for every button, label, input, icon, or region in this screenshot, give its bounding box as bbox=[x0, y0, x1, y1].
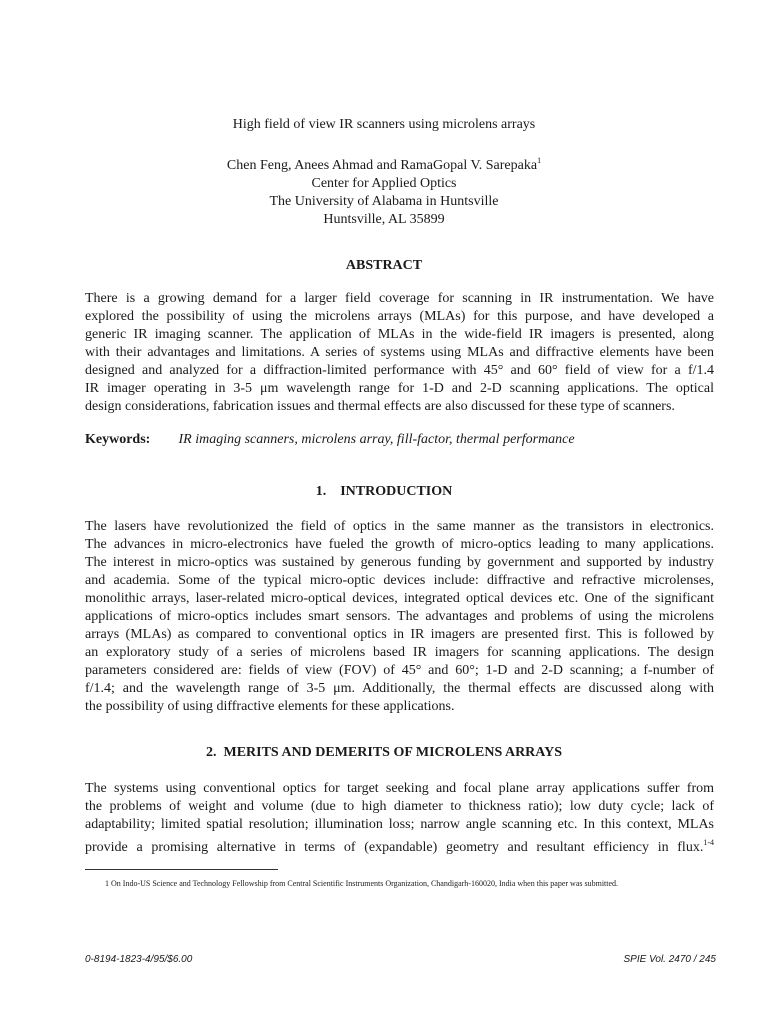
intro-line: The lasers have revolutionized the field of optics in the same manner as the transistors in electronics. bbox=[85, 519, 714, 534]
keywords-label: Keywords: bbox=[85, 432, 151, 447]
author-footnote-marker: 1 bbox=[537, 156, 542, 165]
abstract-heading: ABSTRACT bbox=[345, 258, 423, 273]
affiliation-line: Huntsville, AL 35899 bbox=[323, 212, 445, 227]
abstract-line: with their advantages and limitations. A series of systems using MLAs and diffractive elements have been bbox=[85, 345, 714, 360]
intro-line: arrays (MLAs) as compared to conventional optics in IR imagers are presented first. This is followed by bbox=[85, 627, 714, 642]
intro-line: f/1.4; and the wavelength range of 3-5 μm. Additionally, the thermal effects are discussed along with bbox=[85, 681, 714, 696]
intro-line: The advances in micro-electronics have fueled the growth of micro-optics leading to many applications. bbox=[85, 537, 714, 552]
author-names-text: Chen Feng, Anees Ahmad and RamaGopal V. Sarepaka bbox=[226, 158, 538, 173]
intro-line: The interest in micro-optics was sustained by generous funding by government and supported by industry bbox=[85, 555, 714, 570]
introduction-body bbox=[85, 518, 714, 716]
section-heading-introduction: 1. INTRODUCTION bbox=[315, 484, 453, 499]
author-names bbox=[0, 152, 768, 175]
intro-line: and academia. Some of the typical micro-optic devices include: diffractive and refractive microlenses, bbox=[85, 573, 714, 588]
abstract-body bbox=[85, 290, 714, 416]
merits-line-text: provide a promising alternative in terms of (expandable) geometry and resultant efficiency in flux. bbox=[85, 840, 704, 855]
affiliation-line: The University of Alabama in Huntsville bbox=[269, 194, 499, 209]
footnote-divider bbox=[85, 869, 278, 870]
intro-line: parameters considered are: fields of view (FOV) of 45° and 60°; 1-D and 2-D scanning; a f-number of bbox=[85, 663, 714, 678]
keywords-text: IR imaging scanners, microlens array, fill-factor, thermal performance bbox=[178, 432, 575, 447]
footer-isbn: 0-8194-1823-4/95/$6.00 bbox=[85, 954, 193, 965]
abstract-line: designed and analyzed for a diffraction-limited performance with 45° and 60° field of view for a f/1.4 bbox=[85, 363, 714, 378]
affiliation-line: Center for Applied Optics bbox=[311, 176, 457, 191]
merits-line: adaptability; limited spatial resolution; illumination loss; narrow angle scanning etc. In this context, MLAs bbox=[85, 817, 714, 832]
intro-line: an exploratory study of a series of microlens based IR imagers for scanning applications. The design bbox=[85, 645, 714, 660]
section-heading-merits: 2. MERITS AND DEMERITS OF MICROLENS ARRAYS bbox=[205, 745, 563, 760]
abstract-line: design considerations, fabrication issues and thermal effects are also discussed for these type of scanners. bbox=[85, 399, 675, 414]
footnote-text: 1 On Indo-US Science and Technology Fellowship from Central Scientific Instruments Organization, Chandigarh-160020, India when this paper was submitted. bbox=[105, 879, 619, 888]
keywords-line bbox=[85, 432, 575, 448]
abstract-line: explored the possibility of using the microlens arrays (MLAs) for this purpose, and have developed a bbox=[85, 309, 714, 324]
intro-line: the possibility of using diffractive elements for these applications. bbox=[85, 699, 455, 714]
abstract-line: generic IR imaging scanner. The application of MLAs in the wide-field IR imagers is presented, along bbox=[85, 327, 714, 342]
footer-page-ref: SPIE Vol. 2470 / 245 bbox=[623, 954, 716, 965]
author-block bbox=[0, 152, 768, 229]
abstract-line: There is a growing demand for a larger field coverage for scanning in IR instrumentation. We have bbox=[85, 291, 714, 306]
merits-line: The systems using conventional optics for target seeking and focal plane array applications suffer from bbox=[85, 781, 714, 796]
merits-line-last bbox=[85, 834, 714, 857]
abstract-line: IR imager operating in 3-5 μm wavelength range for 1-D and 2-D scanning applications. The optical bbox=[85, 381, 714, 396]
intro-line: monolithic arrays, laser-related micro-optical devices, integrated optical devices etc. One of the significant bbox=[85, 591, 714, 606]
merits-body bbox=[85, 780, 714, 857]
citation-marker: 1-4 bbox=[703, 838, 714, 847]
paper-title: High field of view IR scanners using microlens arrays bbox=[232, 117, 536, 132]
merits-line: the problems of weight and volume (due to high diameter to thickness ratio); low duty cycle; lack of bbox=[85, 799, 714, 814]
intro-line: applications of micro-optics includes smart sensors. The advantages and problems of using the microlens bbox=[85, 609, 714, 624]
